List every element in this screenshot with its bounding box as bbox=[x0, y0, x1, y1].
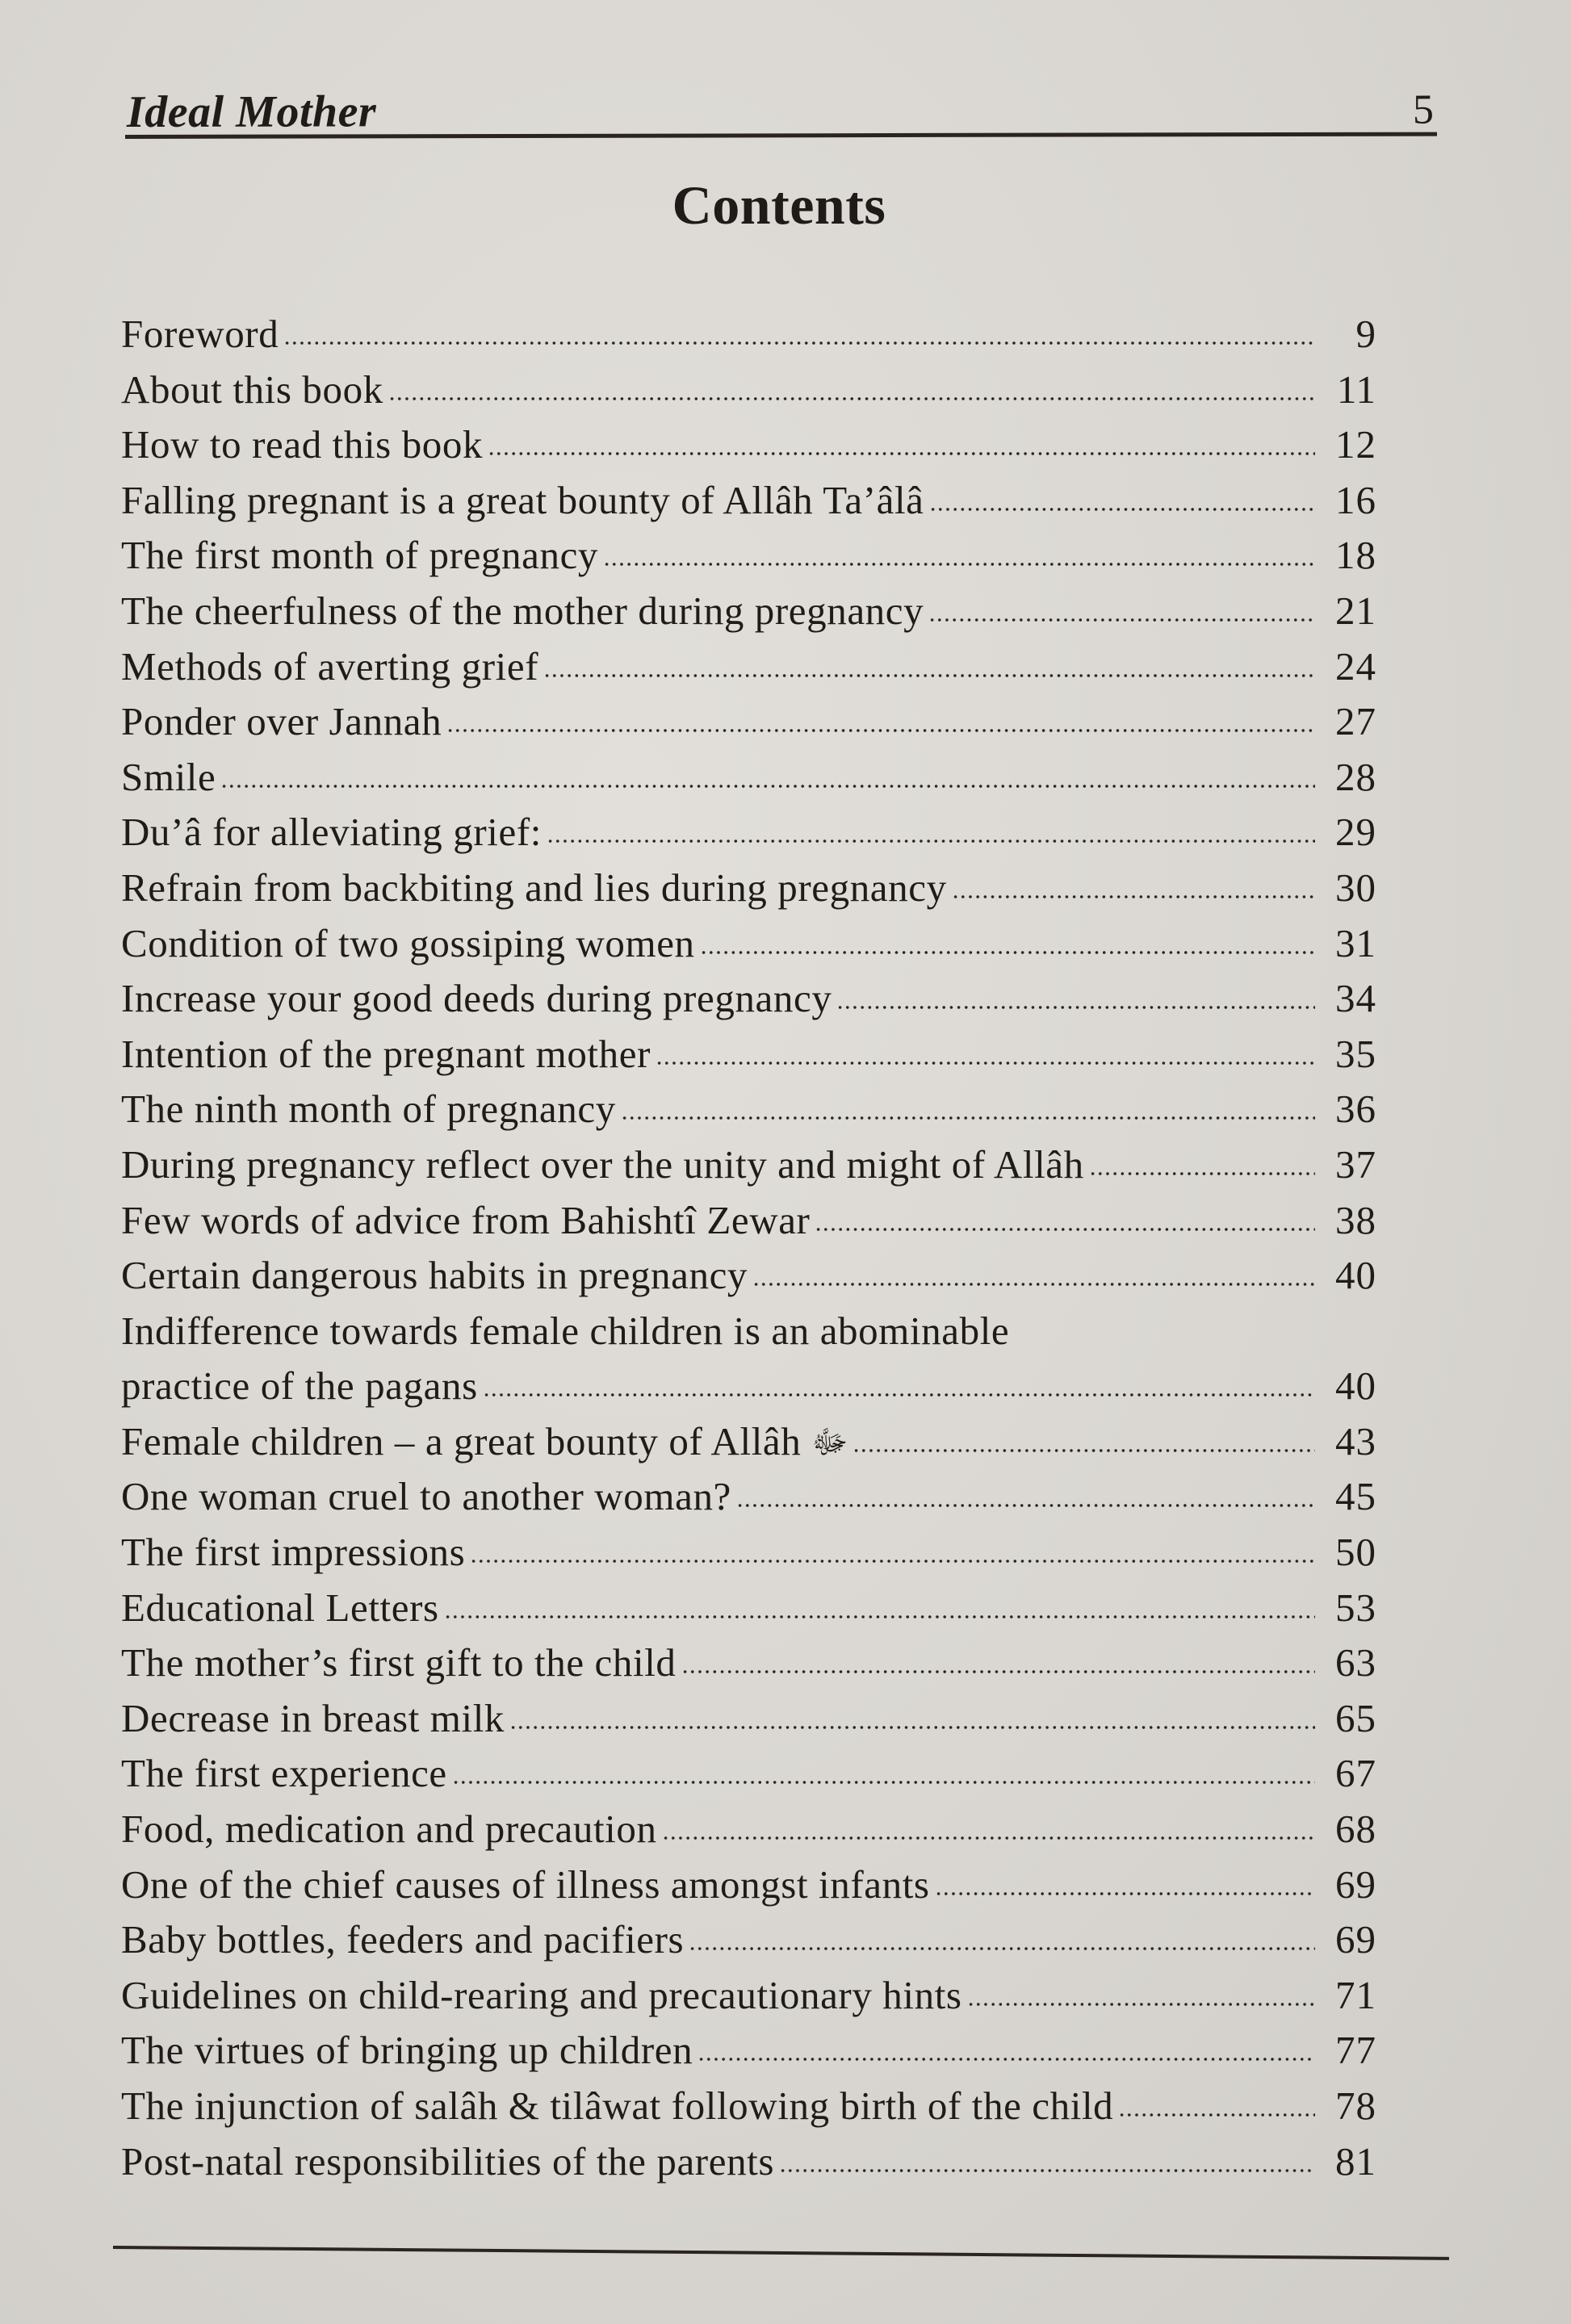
dot-leader bbox=[283, 339, 1315, 347]
toc-entry-title: Increase your good deeds during pregnancy bbox=[121, 976, 832, 1021]
dot-leader bbox=[700, 948, 1315, 957]
running-header bbox=[125, 74, 1437, 139]
dot-leader bbox=[444, 1613, 1315, 1621]
toc-entry bbox=[121, 584, 1376, 639]
dot-leader bbox=[388, 395, 1315, 403]
toc-entry-page: 9 bbox=[1355, 312, 1376, 356]
toc-entry-title: Post-natal responsibilities of the parents bbox=[121, 2138, 775, 2184]
dot-leader bbox=[689, 1945, 1315, 1953]
toc-entry-continuation bbox=[121, 1359, 1376, 1414]
dot-leader bbox=[603, 560, 1315, 568]
dot-leader bbox=[681, 1668, 1315, 1676]
toc-entry-title: Baby bottles, feeders and pacifiers bbox=[121, 1917, 685, 1962]
dot-leader bbox=[621, 1114, 1315, 1122]
dot-leader bbox=[967, 2000, 1315, 2008]
toc-entry-page: 69 bbox=[1335, 1917, 1376, 1962]
toc-entry-page: 81 bbox=[1335, 2138, 1376, 2184]
toc-entry-title: Falling pregnant is a great bounty of Allâh Ta’âlâ bbox=[121, 477, 924, 522]
toc-entry bbox=[121, 694, 1376, 750]
toc-entry-page: 31 bbox=[1335, 920, 1376, 965]
toc-entry-title: The ninth month of pregnancy bbox=[121, 1087, 616, 1132]
toc-entry-title: Food, medication and precaution bbox=[121, 1807, 657, 1852]
toc-entry-title: Indifference towards female children is an abominable bbox=[121, 1308, 1010, 1353]
toc-entry bbox=[121, 1581, 1376, 1636]
toc-entry bbox=[121, 1691, 1376, 1747]
toc-entry bbox=[121, 1746, 1376, 1802]
toc-entry bbox=[121, 473, 1376, 529]
dot-leader bbox=[1118, 2111, 1315, 2119]
toc-entry-page: 40 bbox=[1335, 1253, 1376, 1298]
toc-entry-page: 38 bbox=[1335, 1197, 1376, 1242]
toc-entry-page: 16 bbox=[1335, 477, 1376, 522]
toc-entry-title: The injunction of salâh & tilâwat following birth of the child bbox=[121, 2083, 1114, 2128]
footer-rule bbox=[113, 2246, 1449, 2260]
dot-leader bbox=[483, 1391, 1315, 1399]
toc-entry-page: 34 bbox=[1335, 976, 1376, 1021]
dot-leader bbox=[853, 1447, 1315, 1455]
toc-entry-page: 28 bbox=[1335, 754, 1376, 799]
toc-entry-title: Foreword bbox=[121, 312, 279, 356]
toc-entry-title: The first experience bbox=[121, 1751, 447, 1796]
toc-entry bbox=[121, 1137, 1376, 1193]
toc-entry-page: 37 bbox=[1335, 1141, 1376, 1187]
table-of-contents bbox=[121, 307, 1376, 2189]
dot-leader bbox=[452, 1778, 1315, 1786]
toc-entry bbox=[121, 1082, 1376, 1137]
toc-entry-page: 63 bbox=[1335, 1640, 1376, 1685]
dot-leader bbox=[836, 1003, 1315, 1011]
toc-entry-page: 12 bbox=[1335, 422, 1376, 467]
toc-entry bbox=[121, 2023, 1376, 2079]
toc-entry bbox=[121, 1968, 1376, 2024]
toc-entry-title: Female children – a great bounty of Allâh ﷻ bbox=[121, 1418, 848, 1463]
dot-leader bbox=[547, 837, 1315, 845]
toc-entry bbox=[121, 1525, 1376, 1581]
toc-entry-title: The mother’s first gift to the child bbox=[121, 1640, 677, 1685]
dot-leader bbox=[752, 1280, 1315, 1288]
toc-entry bbox=[121, 2134, 1376, 2190]
toc-entry-page: 67 bbox=[1335, 1751, 1376, 1796]
toc-entry-title: One of the chief causes of illness amongst infants bbox=[121, 1861, 930, 1907]
toc-entry-page: 27 bbox=[1335, 699, 1376, 744]
toc-entry-title: One woman cruel to another woman? bbox=[121, 1474, 731, 1519]
dot-leader bbox=[509, 1723, 1315, 1731]
toc-entry-title: Intention of the pregnant mother bbox=[121, 1031, 651, 1076]
dot-leader bbox=[815, 1225, 1315, 1233]
page-number: 5 bbox=[1412, 86, 1434, 133]
dot-leader bbox=[929, 505, 1315, 513]
toc-entry-title: About this book bbox=[121, 366, 383, 412]
toc-entry-title: Methods of averting grief bbox=[121, 643, 539, 689]
dot-leader bbox=[698, 2055, 1315, 2063]
toc-entry bbox=[121, 1248, 1376, 1304]
toc-entry-title: Ponder over Jannah bbox=[121, 699, 442, 744]
dot-leader bbox=[928, 616, 1315, 624]
toc-entry bbox=[121, 1027, 1376, 1082]
toc-entry-page: 69 bbox=[1335, 1861, 1376, 1907]
toc-entry-title: The first month of pregnancy bbox=[121, 533, 599, 578]
toc-entry bbox=[121, 1414, 1376, 1470]
toc-entry-title: During pregnancy reflect over the unity and might of Allâh bbox=[121, 1141, 1084, 1187]
toc-entry bbox=[121, 417, 1376, 473]
toc-entry-page: 45 bbox=[1335, 1474, 1376, 1519]
toc-entry-title: Guidelines on child-rearing and precautionary hints bbox=[121, 1972, 962, 2017]
dot-leader bbox=[470, 1557, 1315, 1565]
toc-entry bbox=[121, 639, 1376, 695]
dot-leader bbox=[736, 1501, 1315, 1510]
toc-entry-page: 21 bbox=[1335, 588, 1376, 633]
toc-entry bbox=[121, 971, 1376, 1027]
toc-entry-title: Condition of two gossiping women bbox=[121, 920, 695, 965]
toc-entry-title: Educational Letters bbox=[121, 1585, 439, 1630]
toc-entry bbox=[121, 750, 1376, 806]
toc-entry-title-line2: practice of the pagans bbox=[121, 1363, 478, 1409]
toc-entry bbox=[121, 916, 1376, 972]
toc-entry bbox=[121, 1635, 1376, 1691]
toc-entry bbox=[121, 307, 1376, 362]
toc-entry-title: Decrease in breast milk bbox=[121, 1695, 505, 1740]
toc-entry-page: 53 bbox=[1335, 1585, 1376, 1630]
toc-entry-page: 36 bbox=[1335, 1087, 1376, 1132]
toc-entry-page: 50 bbox=[1335, 1530, 1376, 1575]
dot-leader bbox=[952, 893, 1315, 901]
toc-entry bbox=[121, 2079, 1376, 2134]
toc-entry-page: 71 bbox=[1335, 1972, 1376, 2017]
toc-entry bbox=[121, 861, 1376, 916]
toc-entry-page: 24 bbox=[1335, 643, 1376, 689]
toc-entry-title: Certain dangerous habits in pregnancy bbox=[121, 1253, 748, 1298]
dot-leader bbox=[779, 2167, 1315, 2175]
toc-entry-page: 30 bbox=[1335, 865, 1376, 910]
toc-entry-page: 68 bbox=[1335, 1807, 1376, 1852]
dot-leader bbox=[656, 1059, 1315, 1067]
dot-leader bbox=[935, 1890, 1315, 1898]
toc-entry-page: 40 bbox=[1335, 1363, 1376, 1409]
toc-entry-page: 29 bbox=[1335, 810, 1376, 855]
dot-leader bbox=[220, 782, 1315, 790]
toc-entry-title: Few words of advice from Bahishtî Zewar bbox=[121, 1197, 811, 1242]
toc-entry bbox=[121, 1802, 1376, 1857]
dot-leader bbox=[446, 727, 1315, 735]
toc-entry-page: 77 bbox=[1335, 2028, 1376, 2073]
toc-entry-page: 11 bbox=[1336, 366, 1376, 412]
toc-entry-page: 43 bbox=[1335, 1418, 1376, 1463]
dot-leader bbox=[488, 450, 1315, 458]
toc-entry bbox=[121, 528, 1376, 584]
honorific-glyph-icon: ﷻ bbox=[811, 1423, 848, 1460]
toc-entry bbox=[121, 1857, 1376, 1913]
toc-entry-title: Smile bbox=[121, 754, 216, 799]
toc-entry-page: 78 bbox=[1335, 2083, 1376, 2128]
book-title: Ideal Mother bbox=[126, 86, 377, 137]
toc-entry-page: 65 bbox=[1335, 1695, 1376, 1740]
toc-entry-page: 35 bbox=[1335, 1031, 1376, 1076]
toc-entry-page: 18 bbox=[1335, 533, 1376, 578]
toc-entry bbox=[121, 1912, 1376, 1968]
toc-entry-title: Du’â for alleviating grief: bbox=[121, 810, 542, 855]
dot-leader bbox=[1089, 1170, 1315, 1178]
toc-entry bbox=[121, 1304, 1376, 1359]
contents-heading: Contents bbox=[672, 174, 886, 236]
toc-entry bbox=[121, 1469, 1376, 1525]
toc-entry-title: The first impressions bbox=[121, 1530, 466, 1575]
toc-entry-title: The cheerfulness of the mother during pregnancy bbox=[121, 588, 924, 633]
dot-leader bbox=[662, 1834, 1315, 1842]
toc-entry bbox=[121, 362, 1376, 418]
toc-entry bbox=[121, 805, 1376, 861]
toc-entry-title: How to read this book bbox=[121, 422, 484, 467]
toc-entry-title: The virtues of bringing up children bbox=[121, 2028, 693, 2073]
toc-entry-title: Refrain from backbiting and lies during pregnancy bbox=[121, 865, 947, 910]
toc-entry bbox=[121, 1193, 1376, 1249]
dot-leader bbox=[543, 672, 1315, 680]
